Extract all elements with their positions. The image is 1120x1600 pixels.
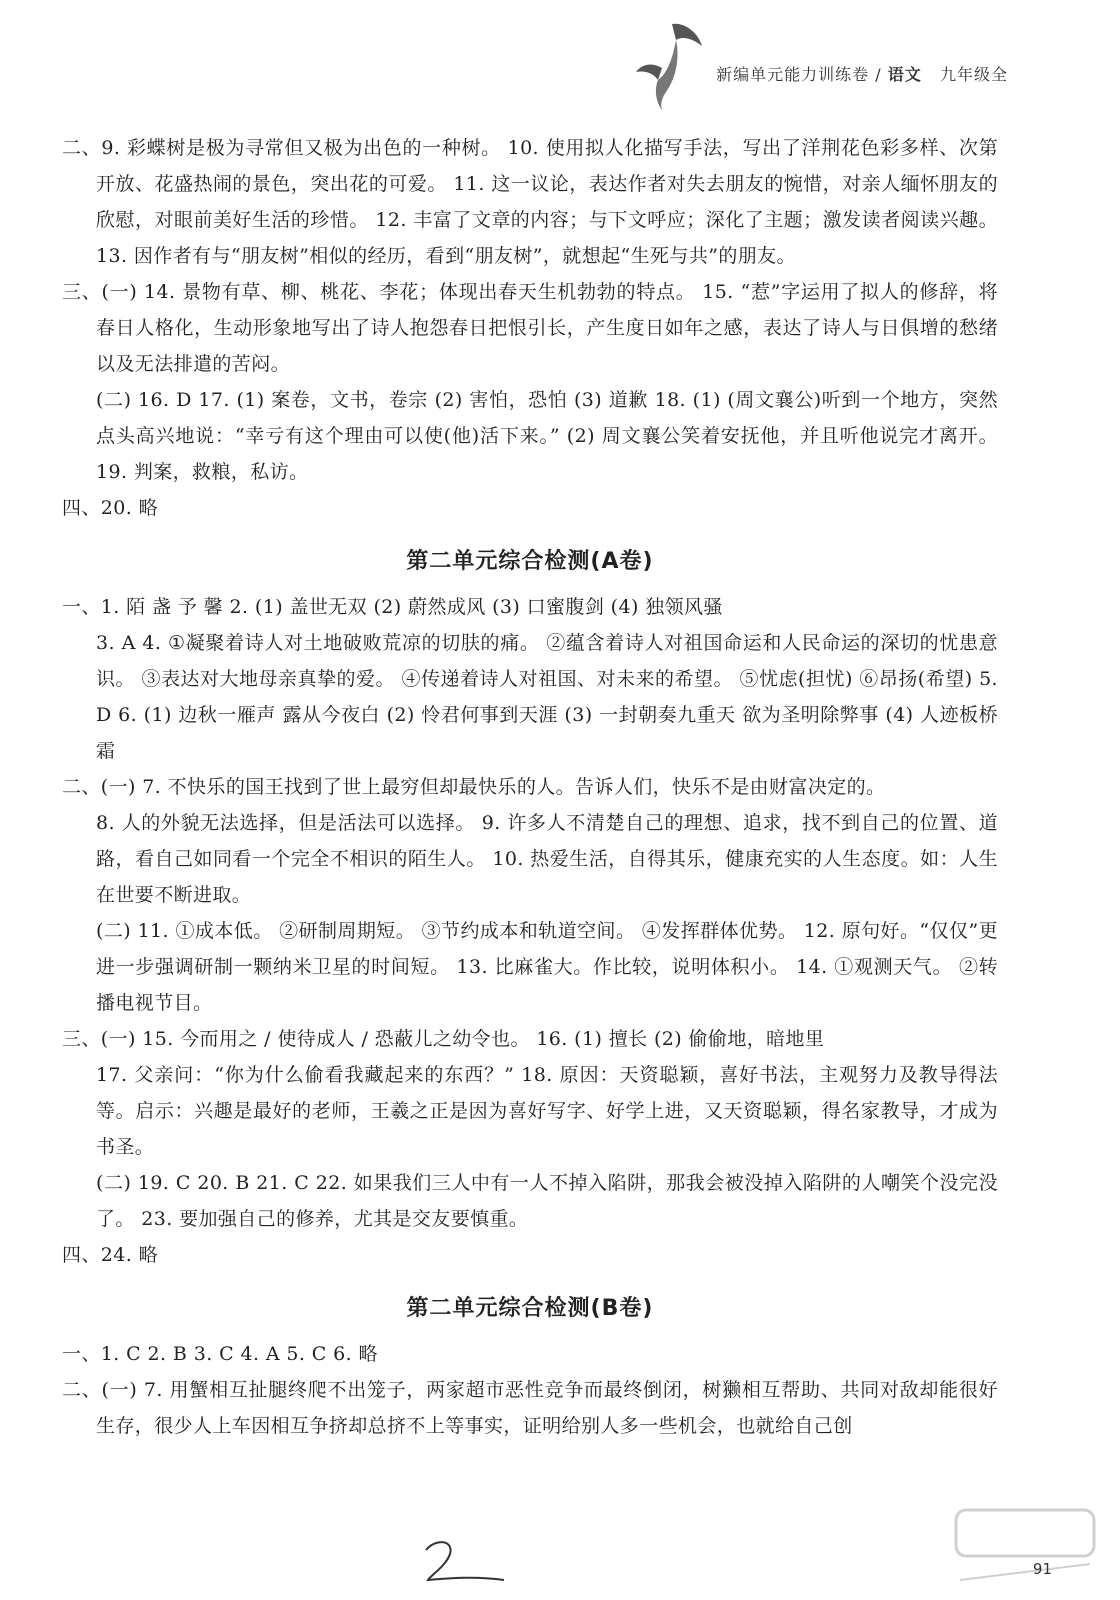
answer-paragraph: 8. 人的外貌无法选择，但是活法可以选择。 9. 许多人不清楚自己的理想、追求，找不到自己的位置、道路，看自己如同看一个完全不相识的陌生人。 10. 热爱生活，自得其乐，健康充实的人生态度。如：人生在世要不断进取。 bbox=[96, 812, 998, 906]
answer-paragraph: 三、(一) 14. 景物有草、柳、桃花、李花；体现出春天生机勃勃的特点。 15. “惹”字运用了拟人的修辞，将春日人格化，生动形象地写出了诗人抱怨春日把恨引长，产生度日如年之感，表达了诗人与日俱增的愁绪以及无法排遣的苦闷。 bbox=[62, 281, 998, 375]
answer-paragraph: 一、1. C 2. B 3. C 4. A 5. C 6. 略 bbox=[62, 1343, 378, 1365]
answer-paragraph: 17. 父亲问：“你为什么偷看我藏起来的东西？” 18. 原因：天资聪颖，喜好书法，主观努力及教导得法等。启示：兴趣是最好的老师，王羲之正是因为喜好写字、好学上进，又天资聪颖，得名家教导，才成为书圣。 bbox=[96, 1064, 998, 1158]
watermark-icon bbox=[950, 1500, 1100, 1594]
section-title: 第二单元综合检测(B卷) bbox=[406, 1296, 654, 1321]
answer-content bbox=[62, 130, 998, 1444]
answer-paragraph: 四、20. 略 bbox=[62, 497, 159, 519]
answer-paragraph: 四、24. 略 bbox=[62, 1244, 159, 1266]
handwritten-mark-icon bbox=[420, 1536, 510, 1590]
answer-paragraph: 三、(一) 15. 今而用之 / 使待成人 / 恐蔽儿之幼令也。 16. (1) 擅长 (2) 偷偷地，暗地里 bbox=[62, 1028, 825, 1050]
answer-paragraph: (二) 16. D 17. (1) 案卷，文书，卷宗 (2) 害怕，恐怕 (3) 道歉 18. (1) (周文襄公)听到一个地方，突然点头高兴地说：“幸亏有这个理由可以使(他)活下来。” (2) 周文襄公笑着安抚他，并且听他说完才离开。 19. 判案，救粮，私访。 bbox=[96, 389, 998, 483]
page-number: 91 bbox=[1032, 1560, 1052, 1578]
book-title: 新编单元能力训练卷 bbox=[716, 65, 870, 84]
bird-logo-icon bbox=[632, 18, 708, 114]
answer-paragraph: 3. A 4. ①凝聚着诗人对土地破败荒凉的切肤的痛。 ②蕴含着诗人对祖国命运和人民命运的深切的忧患意识。 ③表达对大地母亲真挚的爱。 ④传递着诗人对祖国、对未来的希望。 ⑤忧虑(担忧) ⑥昂扬(希望) 5. D 6. (1) 边秋一雁声 露从今夜白 (2) 怜君何事到天涯 (3) 一封朝奏九重天 欲为圣明除弊事 (4) 人迹板桥霜 bbox=[96, 632, 998, 762]
subject: 语文 bbox=[887, 65, 922, 84]
answer-paragraph: (二) 11. ①成本低。 ②研制周期短。 ③节约成本和轨道空间。 ④发挥群体优势。 12. 原句好。“仅仅”更进一步强调研制一颗纳米卫星的时间短。 13. 比麻雀大。作比较，说明体积小。 14. ①观测天气。 ②转播电视节目。 bbox=[96, 920, 998, 1014]
grade: 九年级全 bbox=[939, 65, 1008, 84]
page-header: 新编单元能力训练卷 / 语文 九年级全 bbox=[716, 65, 1008, 84]
answer-paragraph: 一、1. 陌 盏 予 馨 2. (1) 盖世无双 (2) 蔚然成风 (3) 口蜜腹剑 (4) 独领风骚 bbox=[62, 596, 723, 618]
answer-paragraph: (二) 19. C 20. B 21. C 22. 如果我们三人中有一人不掉入陷阱，那我会被没掉入陷阱的人嘲笑个没完没了。 23. 要加强自己的修养，尤其是交友要慎重。 bbox=[96, 1172, 998, 1230]
section-title: 第二单元综合检测(A卷) bbox=[406, 549, 654, 574]
answer-paragraph: 二、9. 彩蝶树是极为寻常但又极为出色的一种树。 10. 使用拟人化描写手法，写出了洋荆花色彩多样、次第开放、花盛热闹的景色，突出花的可爱。 11. 这一议论，表达作者对失去朋友的惋惜，对亲人缅怀朋友的欣慰，对眼前美好生活的珍惜。 12. 丰富了文章的内容；与下文呼应；深化了主题；激发读者阅读兴趣。 13. 因作者有与“朋友树”相似的经历，看到“朋友树”，就想起“生死与共”的朋友。 bbox=[62, 137, 998, 267]
answer-paragraph: 二、(一) 7. 不快乐的国王找到了世上最穷但却最快乐的人。告诉人们，快乐不是由财富决定的。 bbox=[62, 776, 886, 798]
answer-paragraph: 二、(一) 7. 用蟹相互扯腿终爬不出笼子，两家超市恶性竞争而最终倒闭，树獭相互帮助、共同对敌却能很好生存，很少人上车因相互争挤却总挤不上等事实，证明给别人多一些机会，也就给自己创 bbox=[62, 1379, 998, 1437]
